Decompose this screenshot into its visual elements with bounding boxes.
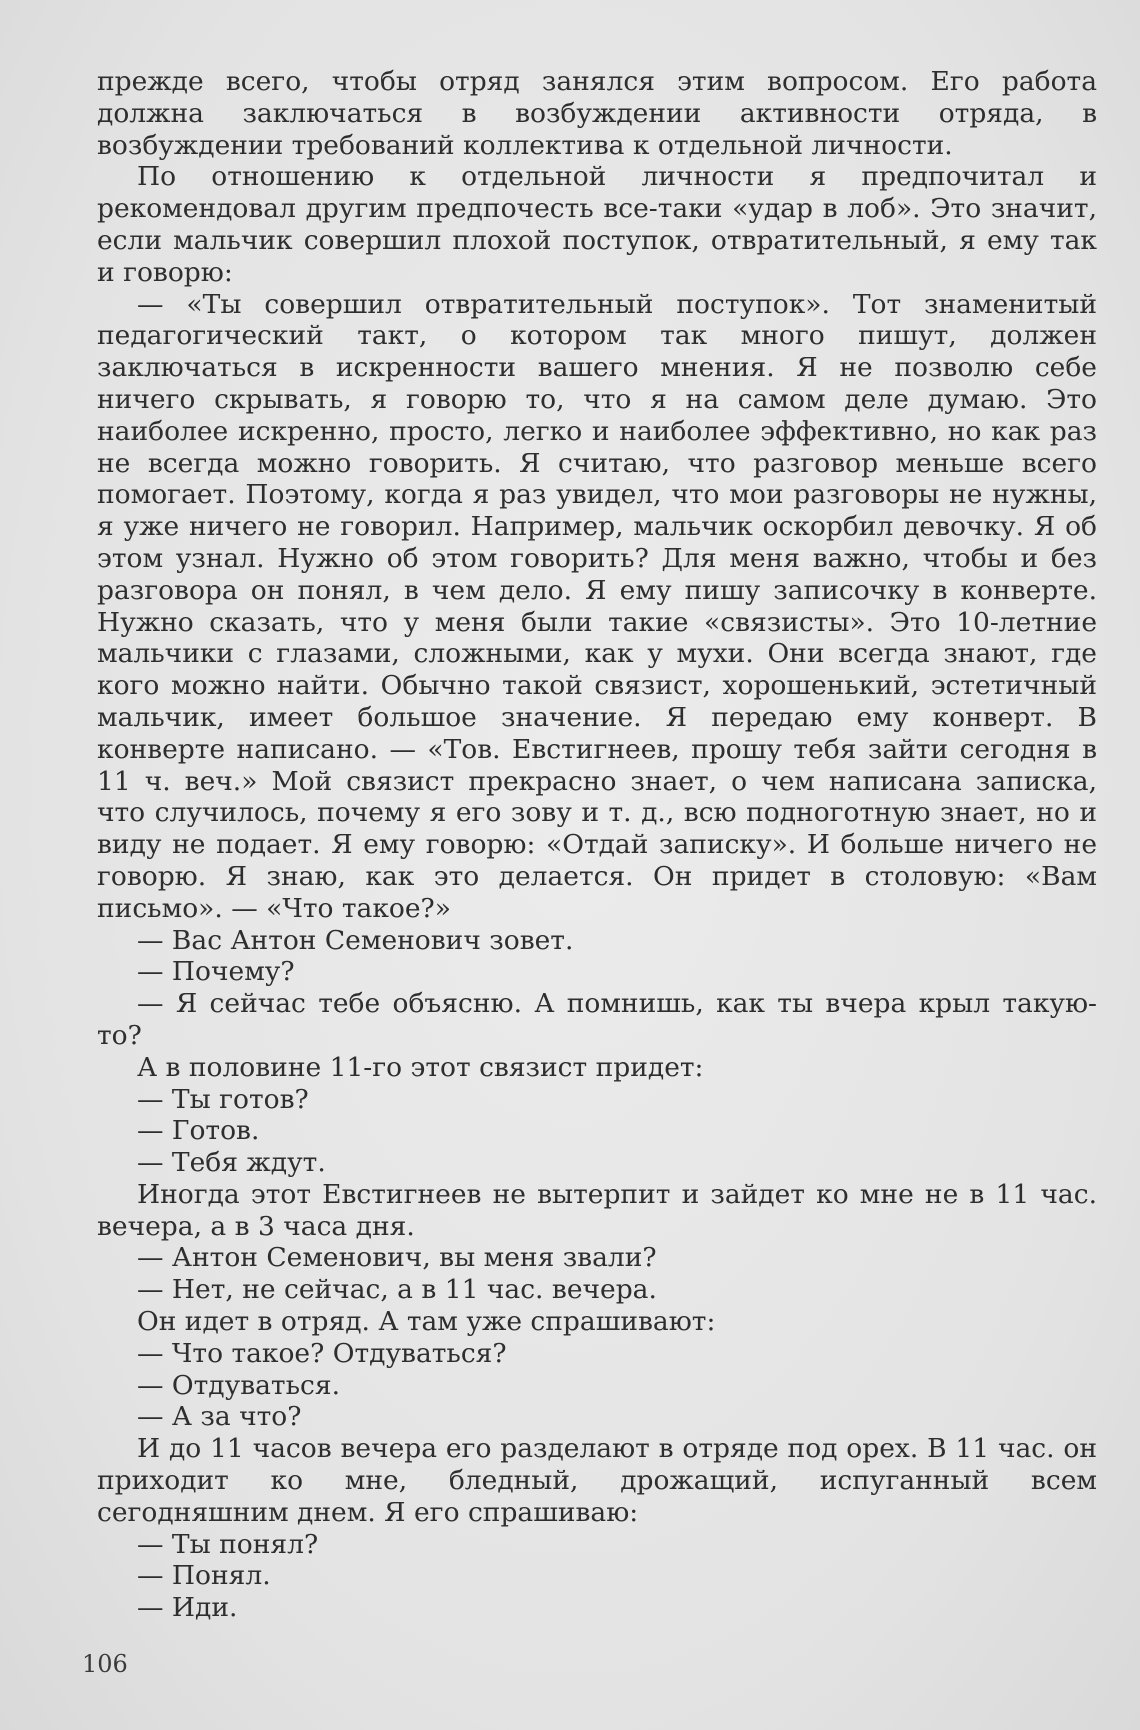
paragraph: Он идет в отряд. А там уже спрашивают:: [137, 1306, 716, 1338]
paragraph: — Почему?: [137, 956, 295, 988]
paragraph: — Я сейчас тебе объясню. А помнишь, как ты вчера крыл такую-то?: [97, 988, 1097, 1051]
paragraph: — Иди.: [137, 1592, 238, 1624]
paragraph: — Что такое? Отдуваться?: [137, 1337, 507, 1369]
page-text: [97, 66, 1097, 1624]
paragraph: — Антон Семенович, вы меня звали?: [137, 1242, 657, 1274]
paragraph: Иногда этот Евстигнеев не вытерпит и зайдет ко мне не в 11 час. вечера, а в 3 часа дня.: [97, 1178, 1097, 1242]
paragraph: — Нет, не сейчас, а в 11 час. вечера.: [137, 1274, 657, 1306]
paragraph: — «Ты совершил отвратительный поступок». Тот знаменитый педагогический такт, о котором так много пишут, должен заключаться в искренности вашего мнения. Я не позволю себе ничего скрывать, я говорю то, что я на самом деле думаю. Это наиболее искренно, просто, легко и наиболее эффективно, но как раз не всегда можно говорить. Я считаю, что разговор меньше всего помогает. Поэтому, когда я раз увидел, что мои разговоры не нужны, я уже ничего не говорил. Например, мальчик оскорбил девочку. Я об этом узнал. Нужно об этом говорить? Для меня важно, чтобы и без разговора он понял, в чем дело. Я ему пишу записочку в конверте. Нужно сказать, что у меня были такие «связисты». Это 10-летние мальчики с глазами, сложными, как у мухи. Они всегда знают, где кого можно найти. Обычно такой связист, хорошенький, эстетичный мальчик, имеет большое значение. Я передаю ему конверт. В конверте написано. — «Тов. Евстигнеев, прошу тебя зайти сегодня в 11 ч. веч.» Мой связист прекрасно знает, о чем написана записка, что случилось, почему я его зову и т. д., всю подноготную знает, но и виду не подает. Я ему говорю: «Отдай записку». И больше ничего не говорю. Я знаю, как это делается. Он придет в столовую: «Вам письмо». — «Что такое?»: [97, 288, 1097, 924]
paragraph: — А за что?: [137, 1401, 302, 1433]
paragraph: По отношению к отдельной личности я предпочитал и рекомендовал другим предпочесть все-таки «удар в лоб». Это значит, если мальчик совершил плохой поступок, отвратительный, я ему так и говорю:: [97, 161, 1097, 288]
paragraph: — Тебя ждут.: [137, 1147, 326, 1179]
paragraph: — Ты понял?: [137, 1528, 319, 1560]
paragraph: — Готов.: [137, 1115, 260, 1147]
paragraph: — Отдуваться.: [137, 1369, 341, 1401]
paragraph: — Ты готов?: [137, 1083, 309, 1115]
paragraph: — Вас Антон Семенович зовет.: [137, 924, 574, 956]
paragraph: прежде всего, чтобы отряд занялся этим вопросом. Его работа должна заключаться в возбуждении активности отряда, в возбуждении требований коллектива к отдельной личности.: [97, 66, 1097, 161]
paragraph: А в половине 11-го этот связист придет:: [137, 1051, 704, 1083]
paragraph: — Понял.: [137, 1560, 271, 1592]
paragraph: И до 11 часов вечера его разделают в отряде под орех. В 11 час. он приходит ко мне, бледный, дрожащий, испуганный всем сегодняшним днем. Я его спрашиваю:: [97, 1433, 1097, 1528]
page-number: 106: [82, 1650, 128, 1678]
